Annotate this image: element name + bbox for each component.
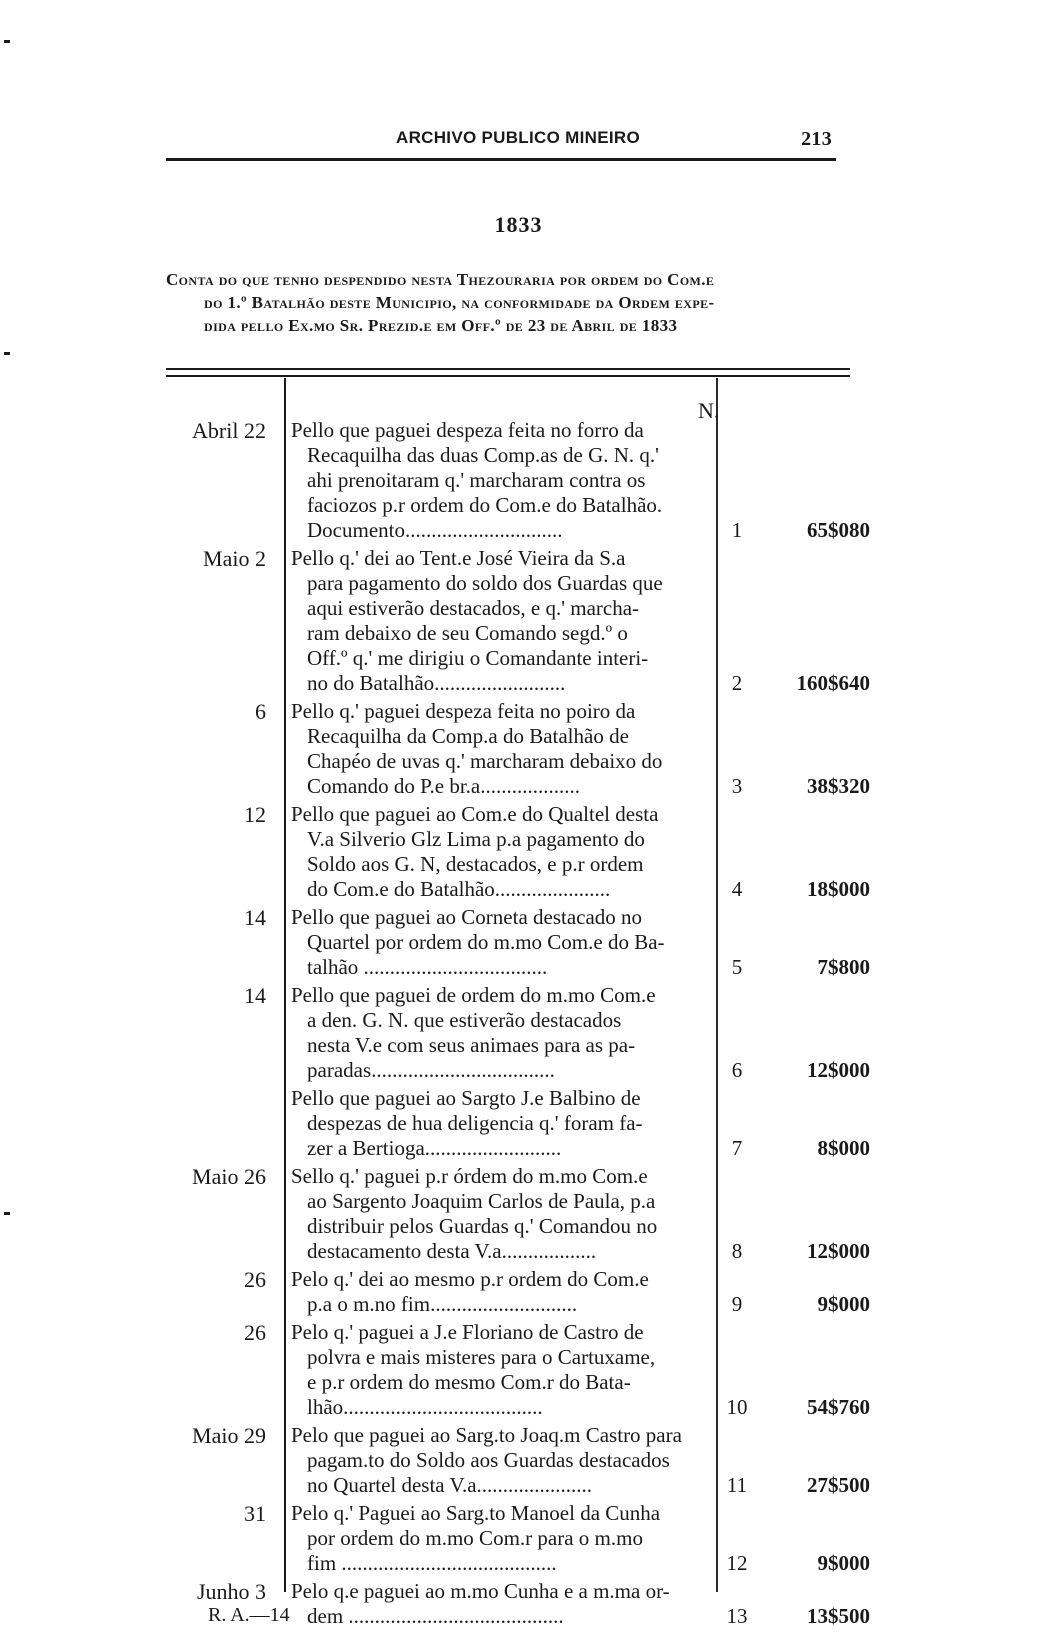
entry-description	[291, 418, 701, 543]
heading-line-2: do 1.º Batalhão deste Municipio, na conformidade da Ordem expe-	[204, 293, 715, 312]
entry-line: talhão ...................................	[307, 955, 548, 979]
table-top-rule-inner	[166, 375, 850, 377]
entry-line: Pello que paguei despeza feita no forro da	[291, 418, 644, 442]
entry-amount: 9$000	[817, 1292, 870, 1316]
entry-line: Sello q.' paguei p.r órdem do m.mo Com.e	[291, 1164, 648, 1188]
entry-description	[291, 802, 701, 902]
entry-line: ahi prenoitaram q.' marcharam contra os	[307, 468, 646, 492]
entry-date: 26	[244, 1267, 266, 1292]
entry-number: 12	[726, 1551, 748, 1575]
account-heading	[166, 268, 838, 337]
entry-amount: 8$000	[817, 1136, 870, 1160]
entry-number: 7	[731, 1136, 743, 1160]
entry-date: Maio 26	[192, 1164, 266, 1189]
entry-line: Recaquilha das duas Comp.as de G. N. q.'	[307, 443, 659, 467]
entry-line: por ordem do m.mo Com.r para o m.mo	[307, 1526, 643, 1550]
heading-line-1: Conta do que tenho despendido nesta Thezouraria por ordem do Com.e	[166, 270, 715, 289]
entry-description	[291, 699, 701, 799]
entry-line: Chapéo de uvas q.' marcharam debaixo do	[307, 749, 663, 773]
entry-line: Pello que paguei ao Corneta destacado no	[291, 905, 643, 929]
entry-line: Pelo q.' dei ao mesmo p.r ordem do Com.e	[291, 1267, 649, 1291]
entry-line: paradas...................................	[307, 1058, 555, 1082]
entry-line: Pello que paguei ao Com.e do Qualtel desta	[291, 802, 659, 826]
entry-number: 10	[726, 1395, 748, 1419]
entry-description	[291, 905, 701, 980]
entry-date: 26	[244, 1320, 266, 1345]
entry-description	[291, 546, 701, 696]
entry-line: V.a Silverio Glz Lima p.a pagamento do	[307, 827, 645, 851]
entry-description	[291, 1320, 701, 1420]
entry-number: 4	[731, 877, 743, 901]
entry-line: Comando do P.e br.a...................	[307, 774, 580, 798]
entry-line: Pelo q.' paguei a J.e Floriano de Castro de	[291, 1320, 644, 1344]
entry-number: 1	[731, 518, 743, 542]
entry-amount: 7$800	[817, 955, 870, 979]
entry-line: Pello que paguei ao Sargto J.e Balbino de	[291, 1086, 641, 1110]
entry-amount: 65$080	[807, 518, 870, 542]
year-heading: 1833	[494, 212, 543, 237]
entry-description	[291, 1086, 701, 1161]
date-column-divider	[284, 378, 286, 1592]
heading-line-3: dida pello Ex.mo Sr. Prezid.e em Off.º de 23 de Abril de 1833	[204, 316, 678, 335]
entry-date: Abril 22	[192, 418, 266, 443]
entry-line: no do Batalhão.........................	[307, 671, 566, 695]
entry-line: pagam.to do Soldo aos Guardas destacados	[307, 1448, 670, 1472]
entry-line: para pagamento do soldo dos Guardas que	[307, 571, 663, 595]
entry-date: Maio 2	[203, 546, 266, 571]
entry-line: do Com.e do Batalhão......................	[307, 877, 611, 901]
entry-line: Pello q.' paguei despeza feita no poiro da	[291, 699, 636, 723]
entry-description	[291, 1423, 701, 1498]
entry-line: Soldo aos G. N, destacados, e p.r ordem	[307, 852, 644, 876]
entry-number: 11	[726, 1473, 748, 1497]
entry-description	[291, 1579, 701, 1629]
entry-number: 5	[731, 955, 743, 979]
entry-amount: 9$000	[817, 1551, 870, 1575]
margin-mark	[4, 1212, 10, 1215]
entry-date: 31	[244, 1501, 266, 1526]
entry-line: Pello que paguei de ordem do m.mo Com.e	[291, 983, 656, 1007]
entry-amount: 38$320	[807, 774, 870, 798]
entry-number: 3	[731, 774, 743, 798]
entry-number: 6	[731, 1058, 743, 1082]
entry-line: nesta V.e com seus animaes para as pa-	[307, 1033, 636, 1057]
entry-line: ao Sargento Joaquim Carlos de Paula, p.a	[307, 1189, 656, 1213]
entry-line: Recaquilha da Comp.a do Batalhão de	[307, 724, 629, 748]
entry-amount: 27$500	[807, 1473, 870, 1497]
entry-line: destacamento desta V.a..................	[307, 1239, 597, 1263]
margin-mark	[4, 40, 10, 43]
entry-line: despezas de hua deligencia q.' foram fa-	[307, 1111, 643, 1135]
entry-description	[291, 1164, 701, 1264]
entry-number: 9	[731, 1292, 743, 1316]
number-column-divider	[716, 378, 718, 1592]
entry-line: dem .........................................	[307, 1604, 564, 1628]
header-rule	[166, 158, 836, 161]
margin-mark	[4, 352, 10, 355]
entry-line: Pelo q.e paguei ao m.mo Cunha e a m.ma or-	[291, 1579, 670, 1603]
entry-amount: 12$000	[807, 1058, 870, 1082]
number-column-header: N.	[698, 398, 720, 423]
entry-line: Pelo que paguei ao Sarg.to Joaq.m Castro para	[291, 1423, 682, 1447]
entry-date: 12	[244, 802, 266, 827]
table-top-rule	[166, 368, 850, 370]
entry-line: faciozos p.r ordem do Com.e do Batalhão.	[307, 493, 663, 517]
entry-date: Junho 3	[196, 1579, 266, 1604]
entry-date: 14	[244, 905, 266, 930]
signature-mark: R. A.—14	[208, 1604, 290, 1626]
entry-amount: 12$000	[807, 1239, 870, 1263]
entry-description	[291, 1501, 701, 1576]
entry-amount: 160$640	[796, 671, 870, 695]
entry-date: Maio 29	[192, 1423, 266, 1448]
entry-line: Documento..............................	[307, 518, 563, 542]
entry-line: aqui estiverão destacados, e q.' marcha-	[307, 596, 640, 620]
entry-line: Pello q.' dei ao Tent.e José Vieira da S.a	[291, 546, 626, 570]
entry-line: zer a Bertioga..........................	[307, 1136, 562, 1160]
entry-line: lhão......................................	[307, 1395, 543, 1419]
entry-line: Pelo q.' Paguei ao Sarg.to Manoel da Cunha	[291, 1501, 661, 1525]
entry-description	[291, 983, 701, 1083]
page-number: 213	[801, 128, 832, 150]
entry-number: 8	[731, 1239, 743, 1263]
entry-line: Off.º q.' me dirigiu o Comandante interi-	[307, 646, 649, 670]
entry-line: a den. G. N. que estiverão destacados	[307, 1008, 622, 1032]
entry-line: e p.r ordem do mesmo Com.r do Bata-	[307, 1370, 631, 1394]
entry-line: distribuir pelos Guardas q.' Comandou no	[307, 1214, 658, 1238]
entry-amount: 13$500	[807, 1604, 870, 1628]
entry-amount: 54$760	[807, 1395, 870, 1419]
entry-number: 13	[726, 1604, 748, 1628]
entry-line: p.a o m.no fim............................	[307, 1292, 578, 1316]
entry-number: 2	[731, 671, 743, 695]
entry-line: fim .........................................	[307, 1551, 557, 1575]
entry-amount: 18$000	[807, 877, 870, 901]
entry-line: no Quartel desta V.a......................	[307, 1473, 593, 1497]
entry-line: polvra e mais misteres para o Cartuxame,	[307, 1345, 656, 1369]
entry-date: 14	[244, 983, 266, 1008]
entry-description	[291, 1267, 701, 1317]
running-title: ARCHIVO PUBLICO MINEIRO	[396, 128, 640, 147]
entry-line: ram debaixo de seu Comando segd.º o	[307, 621, 628, 645]
entry-line: Quartel por ordem do m.mo Com.e do Ba-	[307, 930, 665, 954]
entry-date: 6	[255, 699, 266, 724]
